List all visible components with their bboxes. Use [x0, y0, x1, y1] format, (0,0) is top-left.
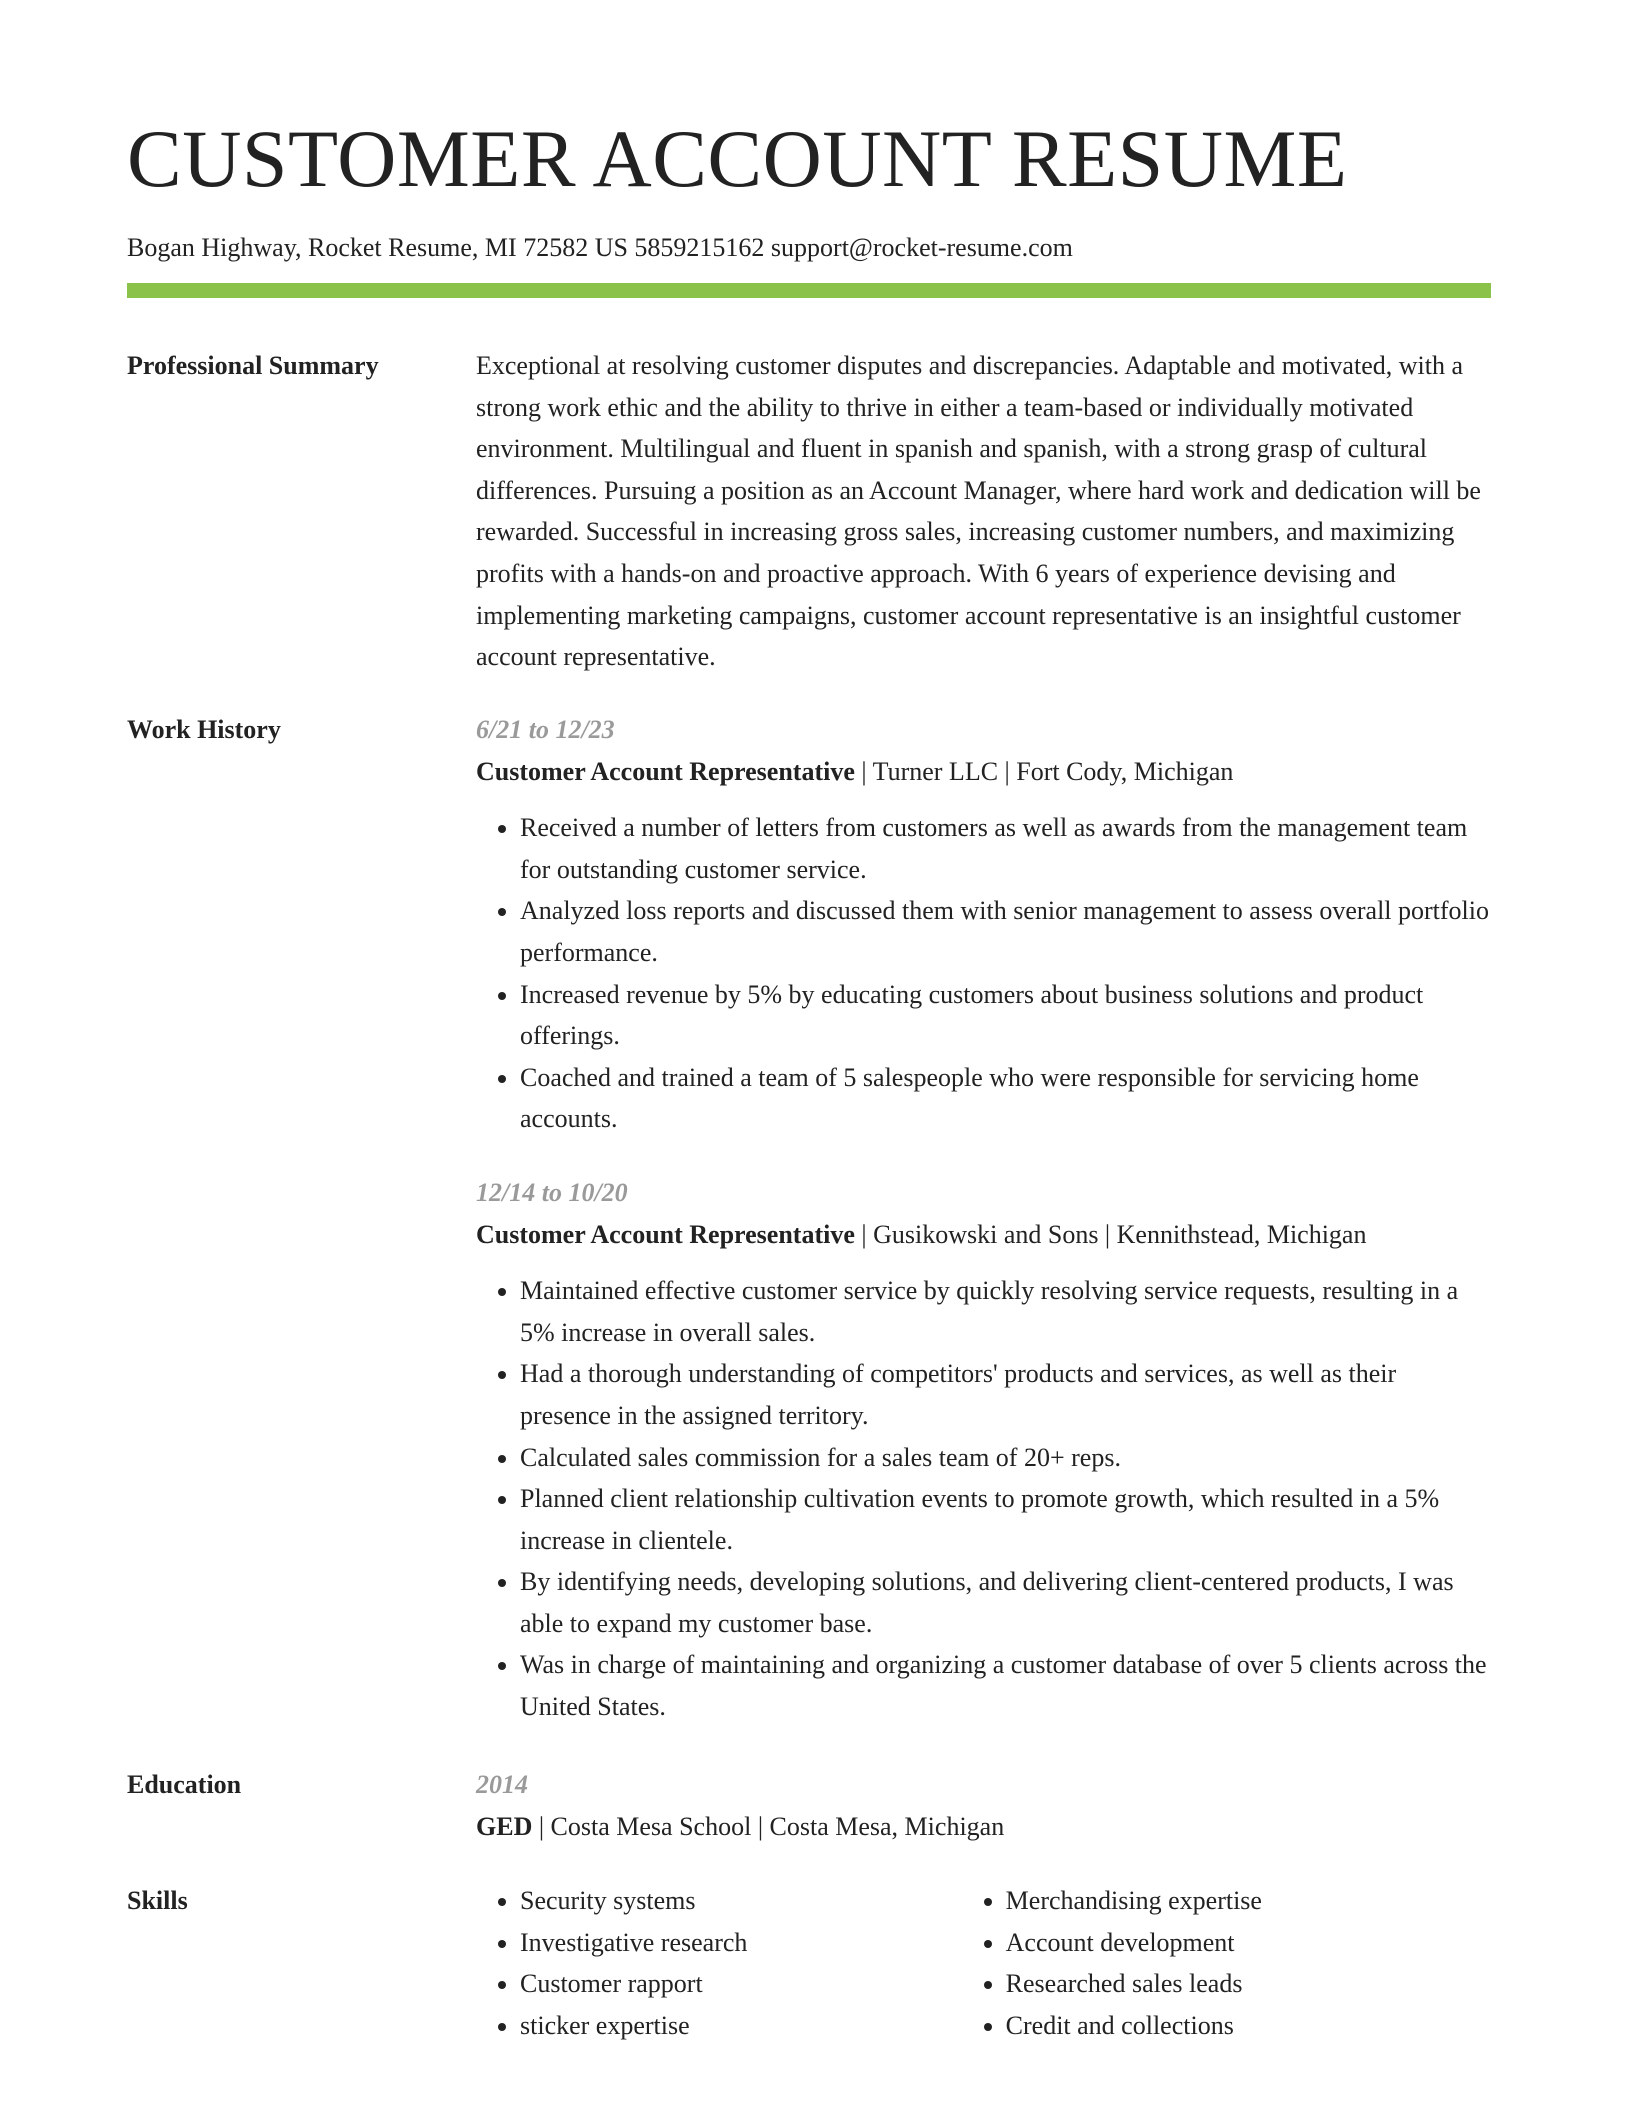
header-divider: [127, 283, 1491, 298]
skill-item: • Customer rapport: [520, 1963, 962, 2005]
skill-item: • Security systems: [520, 1880, 962, 1922]
job-bullet: • Received a number of letters from customers as well as awards from the management team for outstanding customer service.: [520, 807, 1491, 890]
education-year: 2014: [476, 1770, 528, 1799]
job-bullet: • Coached and trained a team of 5 salespeople who were responsible for servicing home accounts.: [520, 1057, 1491, 1140]
contact-line: Bogan Highway, Rocket Resume, MI 72582 US 5859215162 support@rocket-resume.com: [127, 233, 1073, 262]
job-entry: [476, 1172, 1491, 1728]
education-body: [476, 1764, 1491, 1847]
summary-text: Exceptional at resolving customer disputes and discrepancies. Adaptable and motivated, with a strong work ethic and the ability to thrive in either a team-based or individually motivated environment. Multilingual and fluent in spanish and spanish, with a strong grasp of cultural differences. Pursuing a position as an Account Manager, where hard work and dedication will be rewarded. Successful in increasing gross sales, increasing customer numbers, and maximizing profits with a hands-on and proactive approach. With 6 years of experience devising and implementing marketing campaigns, customer account representative is an insightful customer account representative.: [476, 351, 1481, 672]
summary-body: [476, 345, 1491, 678]
skills-list-left: [476, 1880, 962, 2046]
resume-title: CUSTOMER ACCOUNT RESUME: [127, 113, 1348, 204]
work-history-body: [476, 709, 1491, 1728]
job-bullet: • Increased revenue by 5% by educating customers about business solutions and product offerings.: [520, 974, 1491, 1057]
job-bullet: • By identifying needs, developing solutions, and delivering client-centered products, I was able to expand my customer base.: [520, 1561, 1491, 1644]
job-bullet: • Calculated sales commission for a sales team of 20+ reps.: [520, 1437, 1491, 1479]
education-entry: [476, 1806, 1491, 1848]
education-details: | Costa Mesa School | Costa Mesa, Michigan: [532, 1811, 1005, 1841]
summary-heading: Professional Summary: [127, 351, 379, 380]
job-bullet: • Planned client relationship cultivation events to promote growth, which resulted in a 5% increase in clientele.: [520, 1478, 1491, 1561]
skill-item: • sticker expertise: [520, 2005, 962, 2047]
job-dates: 12/14 to 10/20: [476, 1177, 628, 1207]
skill-item: • Investigative research: [520, 1922, 962, 1964]
education-heading: Education: [127, 1770, 242, 1799]
job-bullet: • Had a thorough understanding of competitors' products and services, as well as their presence in the assigned territory.: [520, 1353, 1491, 1436]
skills-body: [476, 1880, 1491, 2046]
job-dates: 6/21 to 12/23: [476, 715, 615, 744]
skill-item: • Researched sales leads: [1006, 1963, 1491, 2005]
job-title: Customer Account Representative: [476, 756, 855, 786]
job-bullets: [476, 1270, 1491, 1728]
skill-item: • Account development: [1006, 1922, 1491, 1964]
job-bullet: • Analyzed loss reports and discussed them with senior management to assess overall portfolio performance.: [520, 890, 1491, 973]
skill-item: • Credit and collections: [1006, 2005, 1491, 2047]
job-details: | Gusikowski and Sons | Kennithstead, Michigan: [854, 1219, 1367, 1249]
job-bullet: • Maintained effective customer service by quickly resolving service requests, resulting in a 5% increase in overall sales.: [520, 1270, 1491, 1353]
work-history-heading: Work History: [127, 715, 281, 744]
job-details: | Turner LLC | Fort Cody, Michigan: [854, 756, 1234, 786]
job-entry: [476, 709, 1491, 1140]
job-role: [476, 751, 1491, 793]
job-bullet: • Was in charge of maintaining and organizing a customer database of over 5 clients across the United States.: [520, 1644, 1491, 1727]
skills-list-right: [962, 1880, 1491, 2046]
skill-item: • Merchandising expertise: [1006, 1880, 1491, 1922]
job-role: [476, 1214, 1491, 1256]
education-degree: GED: [476, 1811, 533, 1841]
job-bullets: [476, 807, 1491, 1140]
skills-heading: Skills: [127, 1886, 188, 1915]
skills-columns: [476, 1880, 1491, 2046]
job-title: Customer Account Representative: [476, 1219, 855, 1249]
